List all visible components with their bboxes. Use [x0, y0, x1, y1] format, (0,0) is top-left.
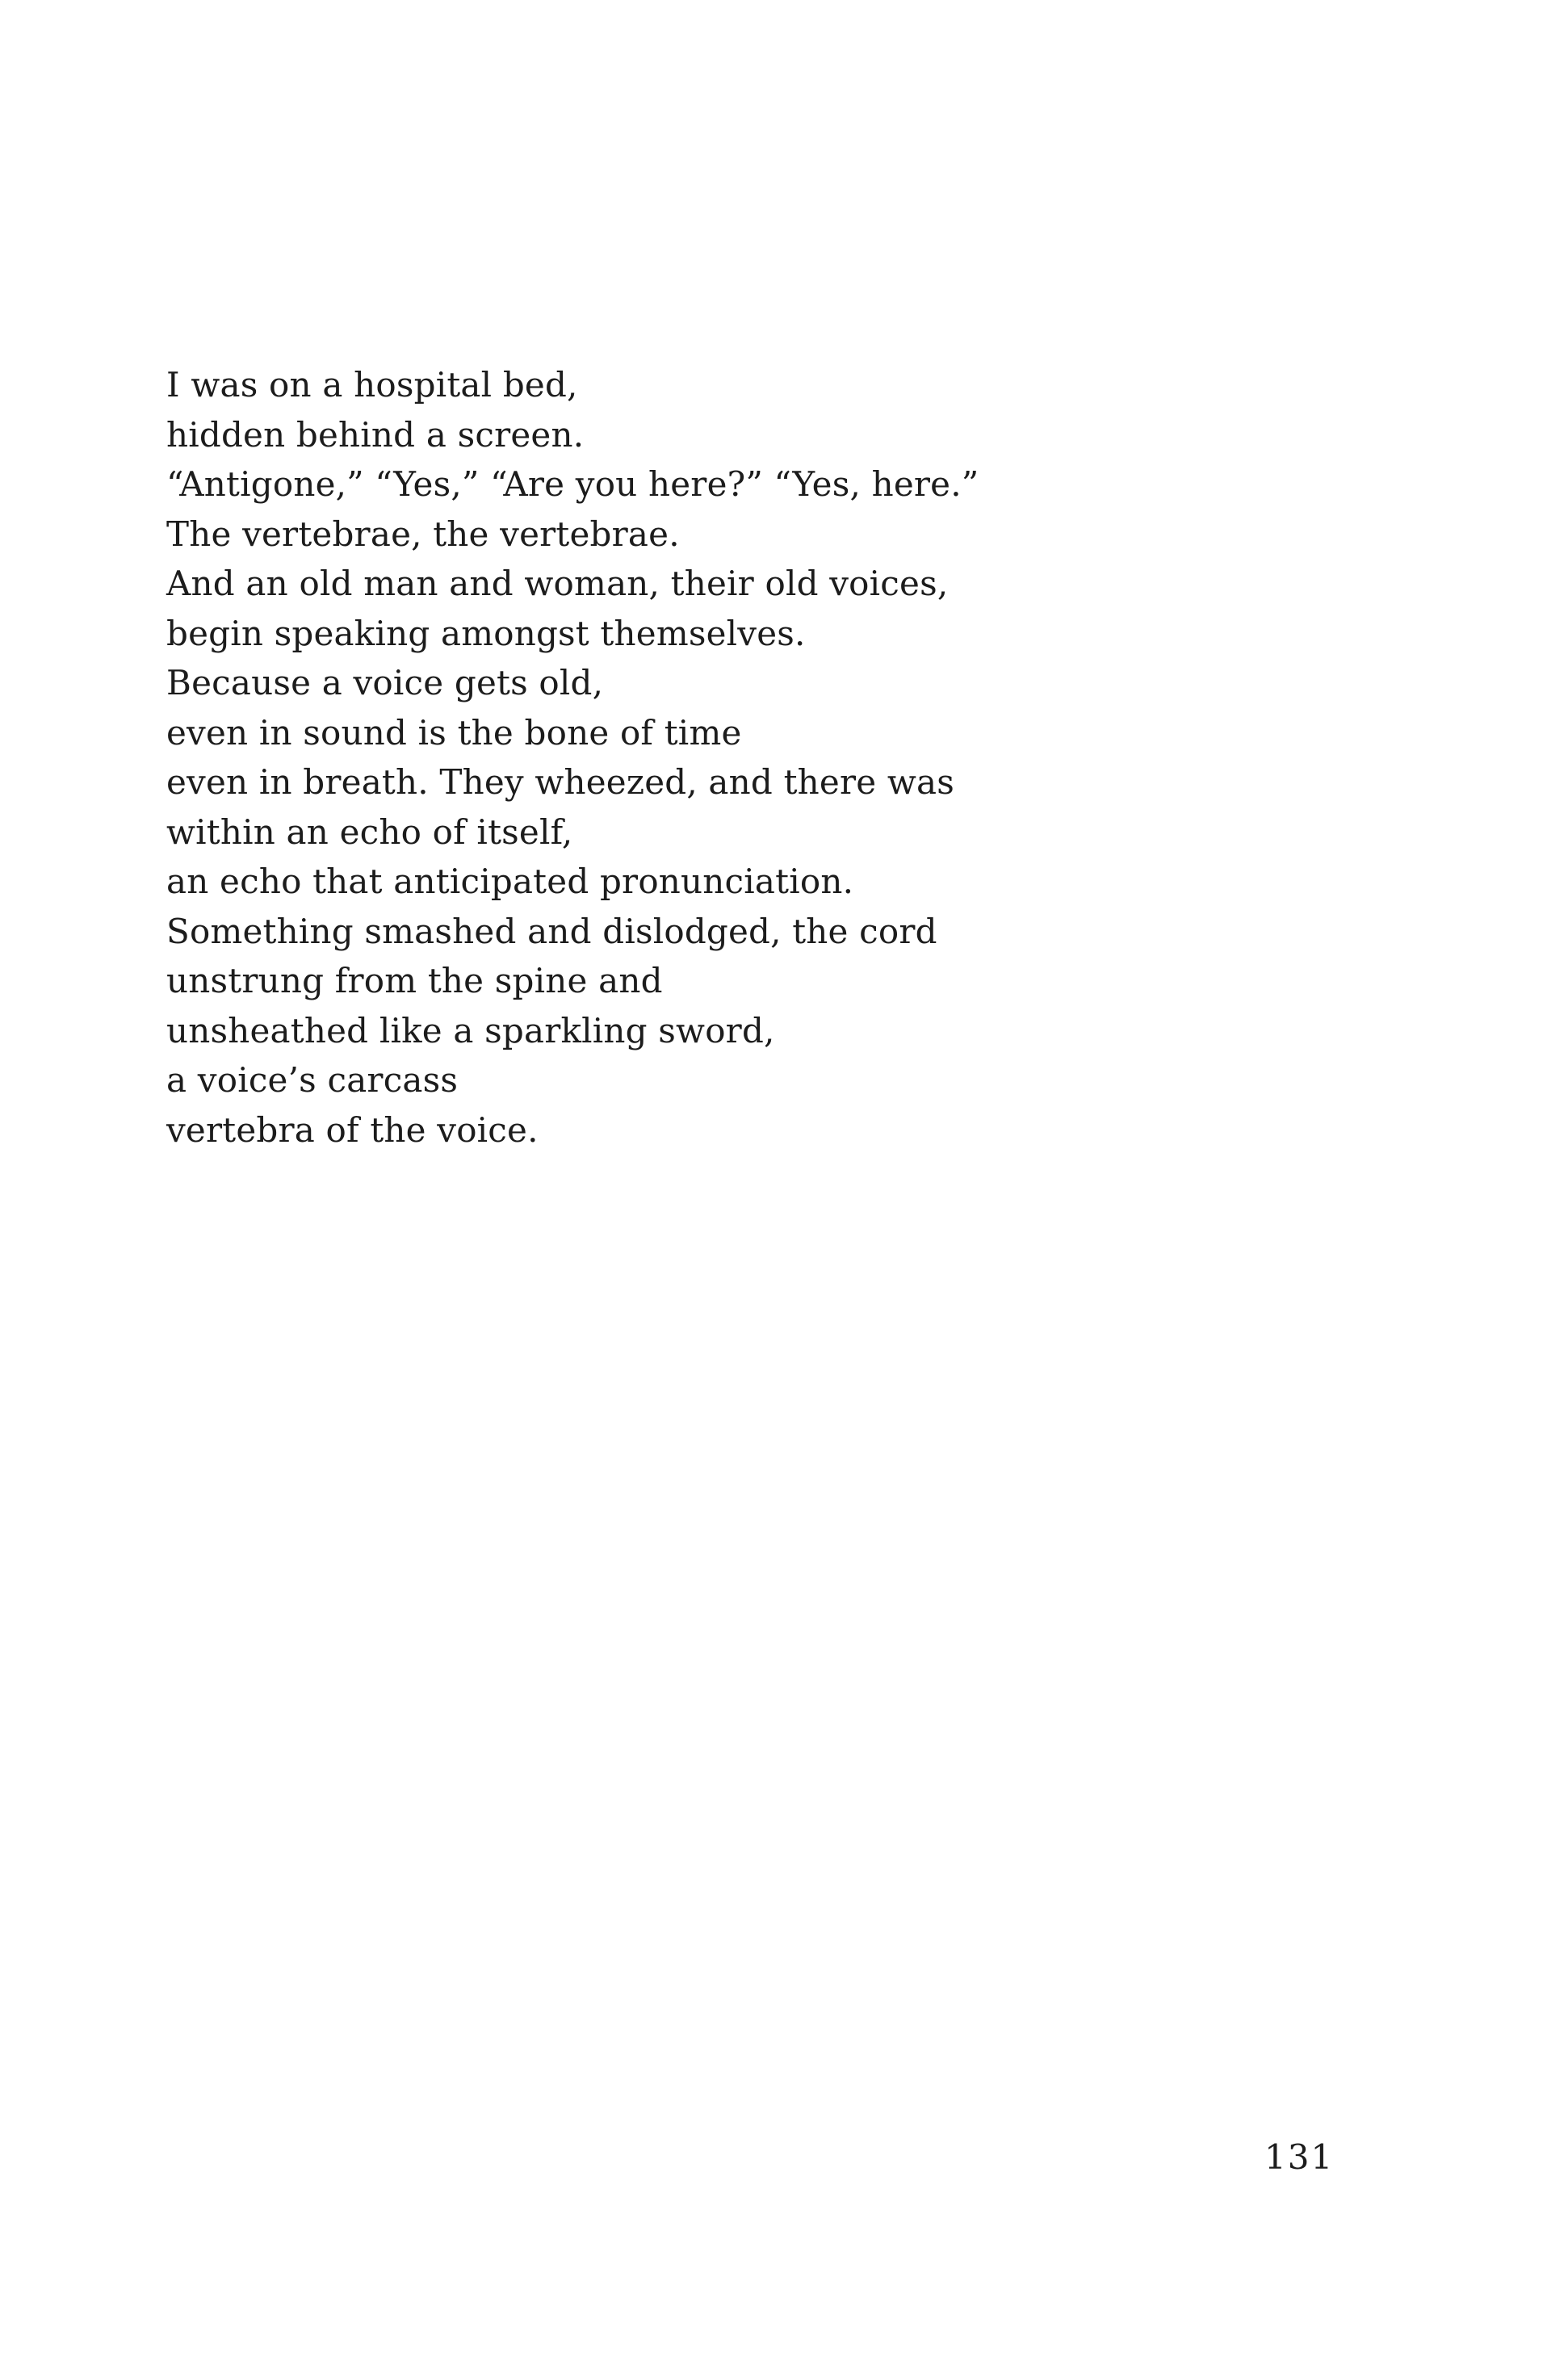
poem-line: a voice’s carcass — [166, 1060, 459, 1100]
poem-line: begin speaking amongst themselves. — [166, 613, 806, 653]
poem-line: Because a voice gets old, — [166, 663, 604, 702]
poem-line: unstrung from the spine and — [166, 961, 663, 1000]
poem-line: hidden behind a screen. — [166, 414, 585, 455]
poem-line: vertebra of the voice. — [166, 1109, 539, 1150]
poem-line: I was on a hospital bed, — [166, 365, 578, 405]
poem-line: “Antigone,” “Yes,” “Are you here?” “Yes, here.” — [166, 464, 979, 504]
page-number: 131 — [1264, 2137, 1335, 2177]
poem-line: even in sound is the bone of time — [166, 712, 742, 753]
poem-line: an echo that anticipated pronunciation. — [166, 862, 854, 901]
poem-line: within an echo of itself, — [166, 811, 573, 852]
poem-line: unsheathed like a sparkling sword, — [166, 1010, 775, 1050]
poem-line: Something smashed and dislodged, the cord — [166, 911, 937, 951]
poem-line: even in breath. They wheezed, and there was — [166, 762, 954, 802]
poem-line: And an old man and woman, their old voices, — [166, 564, 949, 603]
poem-line: The vertebrae, the vertebrae. — [166, 514, 680, 554]
poem-text — [166, 360, 1216, 1155]
